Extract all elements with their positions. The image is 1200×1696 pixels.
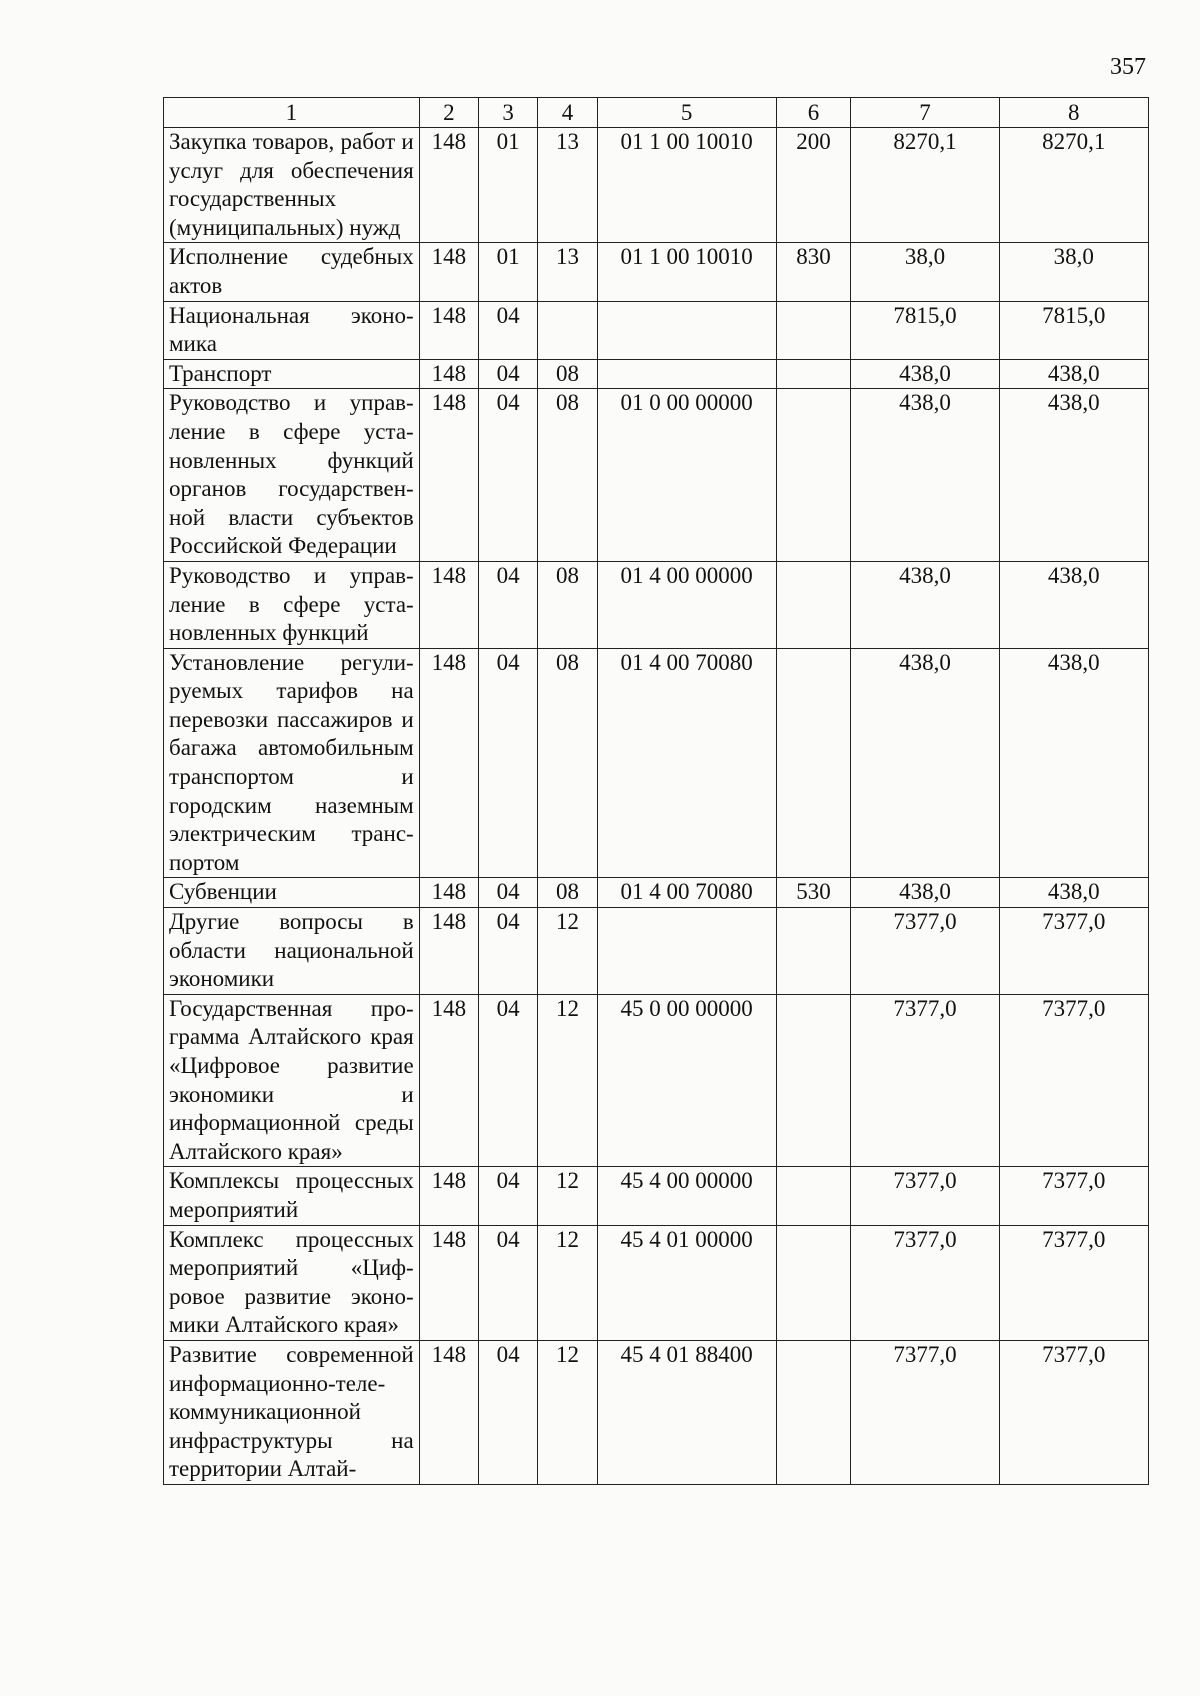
- target-article-cell: 01 4 00 00000: [597, 561, 776, 648]
- item-name-cell: Руководство и управление в сфере установленных функций органов государственной власти субъектов Российской Федерации: [164, 389, 420, 562]
- subsection-code-cell: 08: [538, 648, 597, 878]
- table-row: [164, 908, 1149, 995]
- column-header: 1: [164, 98, 420, 128]
- expense-type-cell: [776, 648, 851, 878]
- subsection-code-cell: 08: [538, 561, 597, 648]
- table-row: [164, 994, 1149, 1167]
- column-header: 7: [851, 98, 999, 128]
- table-row: [164, 1225, 1149, 1340]
- item-name-cell: Государственная программа Алтайского края «Цифровое развитие экономики и информационной среды Алтайского края»: [164, 994, 420, 1167]
- subsection-code-cell: 12: [538, 908, 597, 995]
- table-row: [164, 359, 1149, 389]
- target-article-cell: 01 4 00 70080: [597, 878, 776, 908]
- item-name-cell: Руководство и управление в сфере установленных функций: [164, 561, 420, 648]
- ministry-code-cell: 148: [419, 648, 478, 878]
- item-name-cell: Другие вопросы в области национальной экономики: [164, 908, 420, 995]
- expense-type-cell: [776, 1167, 851, 1225]
- amount-cell: 7377,0: [999, 908, 1148, 995]
- item-name-cell: Развитие современной информационно-телекоммуникационной инфраструктуры на территории Алтай-: [164, 1340, 420, 1484]
- table-row: [164, 1167, 1149, 1225]
- table-row: [164, 878, 1149, 908]
- amount-cell: 7377,0: [851, 1225, 999, 1340]
- section-code-cell: 04: [479, 561, 538, 648]
- column-header: 4: [538, 98, 597, 128]
- expense-type-cell: 830: [776, 243, 851, 301]
- amount-cell: 7377,0: [999, 994, 1148, 1167]
- amount-cell: 7815,0: [999, 301, 1148, 359]
- table-row: [164, 561, 1149, 648]
- expense-type-cell: [776, 1340, 851, 1484]
- ministry-code-cell: 148: [419, 561, 478, 648]
- target-article-cell: 45 4 00 00000: [597, 1167, 776, 1225]
- amount-cell: 438,0: [851, 359, 999, 389]
- amount-cell: 438,0: [999, 389, 1148, 562]
- subsection-code-cell: [538, 301, 597, 359]
- expense-type-cell: 530: [776, 878, 851, 908]
- item-name-cell: Установление регулируемых тарифов на перевозки пассажиров и багажа автомобильным транспортом и городским наземным электрическим транспортом: [164, 648, 420, 878]
- ministry-code-cell: 148: [419, 301, 478, 359]
- amount-cell: 8270,1: [851, 128, 999, 243]
- expense-type-cell: [776, 1225, 851, 1340]
- ministry-code-cell: 148: [419, 243, 478, 301]
- budget-table: [163, 97, 1149, 1485]
- expense-type-cell: [776, 994, 851, 1167]
- table-row: [164, 243, 1149, 301]
- subsection-code-cell: 08: [538, 878, 597, 908]
- subsection-code-cell: 12: [538, 994, 597, 1167]
- section-code-cell: 04: [479, 301, 538, 359]
- expense-type-cell: [776, 301, 851, 359]
- amount-cell: 7377,0: [999, 1167, 1148, 1225]
- ministry-code-cell: 148: [419, 878, 478, 908]
- amount-cell: 8270,1: [999, 128, 1148, 243]
- table-row: [164, 1340, 1149, 1484]
- ministry-code-cell: 148: [419, 1225, 478, 1340]
- item-name-cell: Субвенции: [164, 878, 420, 908]
- target-article-cell: 01 0 00 00000: [597, 389, 776, 562]
- target-article-cell: [597, 301, 776, 359]
- table-row: [164, 128, 1149, 243]
- target-article-cell: 45 0 00 00000: [597, 994, 776, 1167]
- target-article-cell: 45 4 01 00000: [597, 1225, 776, 1340]
- amount-cell: 7377,0: [851, 1340, 999, 1484]
- expense-type-cell: 200: [776, 128, 851, 243]
- amount-cell: 438,0: [999, 359, 1148, 389]
- subsection-code-cell: 12: [538, 1340, 597, 1484]
- target-article-cell: 45 4 01 88400: [597, 1340, 776, 1484]
- amount-cell: 438,0: [999, 878, 1148, 908]
- section-code-cell: 04: [479, 648, 538, 878]
- section-code-cell: 01: [479, 243, 538, 301]
- amount-cell: 7815,0: [851, 301, 999, 359]
- target-article-cell: 01 4 00 70080: [597, 648, 776, 878]
- target-article-cell: [597, 359, 776, 389]
- column-header: 3: [479, 98, 538, 128]
- column-header: 6: [776, 98, 851, 128]
- column-header: 5: [597, 98, 776, 128]
- expense-type-cell: [776, 561, 851, 648]
- amount-cell: 7377,0: [851, 994, 999, 1167]
- section-code-cell: 04: [479, 878, 538, 908]
- item-name-cell: Комплексы процессных мероприятий: [164, 1167, 420, 1225]
- amount-cell: 438,0: [999, 561, 1148, 648]
- expense-type-cell: [776, 359, 851, 389]
- ministry-code-cell: 148: [419, 359, 478, 389]
- ministry-code-cell: 148: [419, 389, 478, 562]
- subsection-code-cell: 08: [538, 359, 597, 389]
- ministry-code-cell: 148: [419, 1167, 478, 1225]
- section-code-cell: 04: [479, 1340, 538, 1484]
- table-row: [164, 648, 1149, 878]
- subsection-code-cell: 08: [538, 389, 597, 562]
- amount-cell: 438,0: [851, 389, 999, 562]
- table-row: [164, 301, 1149, 359]
- item-name-cell: Исполнение судебных актов: [164, 243, 420, 301]
- expense-type-cell: [776, 908, 851, 995]
- subsection-code-cell: 12: [538, 1225, 597, 1340]
- item-name-cell: Закупка товаров, работ и услуг для обеспечения государственных (муниципальных) нужд: [164, 128, 420, 243]
- item-name-cell: Национальная экономика: [164, 301, 420, 359]
- amount-cell: 7377,0: [851, 1167, 999, 1225]
- section-code-cell: 04: [479, 994, 538, 1167]
- subsection-code-cell: 12: [538, 1167, 597, 1225]
- column-number-row: [164, 98, 1149, 128]
- page-number: 357: [1110, 54, 1146, 80]
- section-code-cell: 04: [479, 908, 538, 995]
- amount-cell: 438,0: [999, 648, 1148, 878]
- ministry-code-cell: 148: [419, 128, 478, 243]
- target-article-cell: 01 1 00 10010: [597, 243, 776, 301]
- section-code-cell: 04: [479, 1167, 538, 1225]
- amount-cell: 38,0: [999, 243, 1148, 301]
- amount-cell: 7377,0: [999, 1225, 1148, 1340]
- amount-cell: 438,0: [851, 878, 999, 908]
- target-article-cell: [597, 908, 776, 995]
- amount-cell: 7377,0: [851, 908, 999, 995]
- expense-type-cell: [776, 389, 851, 562]
- amount-cell: 438,0: [851, 561, 999, 648]
- amount-cell: 38,0: [851, 243, 999, 301]
- table-row: [164, 389, 1149, 562]
- ministry-code-cell: 148: [419, 994, 478, 1167]
- item-name-cell: Комплекс процессных мероприятий «Цифровое развитие экономики Алтайского края»: [164, 1225, 420, 1340]
- subsection-code-cell: 13: [538, 243, 597, 301]
- amount-cell: 438,0: [851, 648, 999, 878]
- section-code-cell: 04: [479, 389, 538, 562]
- section-code-cell: 04: [479, 1225, 538, 1340]
- ministry-code-cell: 148: [419, 1340, 478, 1484]
- column-header: 2: [419, 98, 478, 128]
- section-code-cell: 04: [479, 359, 538, 389]
- target-article-cell: 01 1 00 10010: [597, 128, 776, 243]
- section-code-cell: 01: [479, 128, 538, 243]
- subsection-code-cell: 13: [538, 128, 597, 243]
- ministry-code-cell: 148: [419, 908, 478, 995]
- amount-cell: 7377,0: [999, 1340, 1148, 1484]
- column-header: 8: [999, 98, 1148, 128]
- item-name-cell: Транспорт: [164, 359, 420, 389]
